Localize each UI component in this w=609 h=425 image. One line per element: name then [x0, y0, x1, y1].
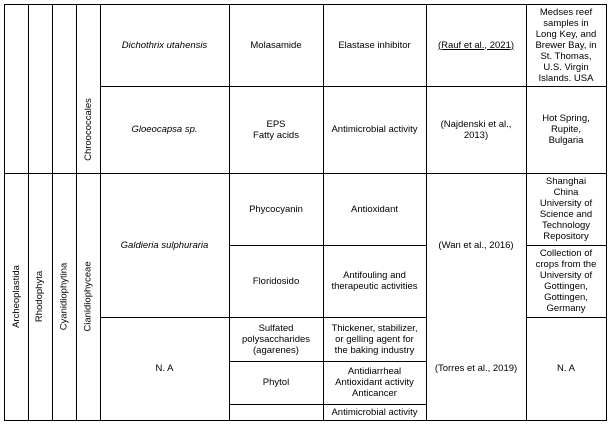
- kingdom-label: Archeoplastida: [10, 265, 22, 328]
- reference-text: (Najdenski et al., 2013): [440, 118, 512, 141]
- class-cell: [76, 173, 100, 420]
- subphylum-cell: [52, 173, 76, 420]
- activity-text: Antioxidant: [350, 203, 398, 215]
- compound-cell: [229, 317, 323, 361]
- reference-text: (Wan et al., 2016): [438, 239, 514, 251]
- reference-text: (Torres et al., 2019): [434, 363, 518, 374]
- species-cell: [100, 86, 229, 173]
- compound-name: EPS Fatty acids: [253, 118, 299, 141]
- species-cell: [100, 173, 229, 317]
- source-cell: [526, 173, 606, 245]
- activity-text: Antimicrobial activity: [331, 124, 418, 135]
- compound-cell: [229, 86, 323, 173]
- activity-text: Antidiarrheal Antioxidant activity Anticancer: [335, 366, 414, 399]
- compound-cell: [229, 361, 323, 404]
- species-name: Galdieria sulphuraria: [120, 239, 209, 251]
- species-name: N. A: [155, 363, 174, 374]
- source-cell: [526, 4, 606, 86]
- reference-link[interactable]: (Rauf et al., 2021): [437, 39, 515, 51]
- activity-cell: [323, 245, 426, 317]
- activity-cell: [323, 361, 426, 404]
- activity-cell: [323, 404, 426, 420]
- compound-cell: [229, 173, 323, 245]
- compound-name: Sulfated polysaccharides (agarenes): [241, 322, 311, 356]
- activity-cell: [323, 173, 426, 245]
- source-text: N. A: [557, 363, 575, 374]
- subphylum-label: Cyanidiophytina: [58, 262, 70, 331]
- order-cell: [76, 86, 100, 173]
- source-cell: [526, 245, 606, 317]
- compound-name: Phycocyanin: [249, 203, 303, 215]
- compound-cell: [229, 245, 323, 317]
- species-name: Gloeocapsa sp.: [131, 124, 198, 135]
- activity-cell: [323, 317, 426, 361]
- source-cell: [526, 86, 606, 173]
- compound-cell: [229, 4, 323, 86]
- phylum-cell: [28, 173, 52, 420]
- species-cell: [100, 4, 229, 86]
- reference-cell: [426, 173, 526, 317]
- reference-cell: [426, 86, 526, 173]
- reference-cell: [426, 4, 526, 86]
- compound-name: Floridosido: [252, 275, 300, 287]
- source-text: Collection of crops from the University of Gottingen, Gottingen, Germany: [535, 248, 597, 314]
- compound-name: Phytol: [262, 377, 290, 388]
- class-label: Cianidiophyceae: [82, 261, 94, 332]
- source-text: Shanghai China University of Science and Technology Repository: [539, 176, 593, 242]
- source-cell: [526, 317, 606, 420]
- activity-text: Antimicrobial activity: [331, 406, 418, 418]
- source-text: Medses reef samples in Long Key, and Brewer Bay, in St. Thomas, U.S. Virgin Islands. USA: [535, 6, 597, 84]
- table-border-right: [606, 4, 607, 421]
- kingdom-cell: [4, 173, 28, 420]
- reference-cell: [426, 317, 526, 420]
- activity-cell: [323, 86, 426, 173]
- phylum-label: Rhodophyta: [34, 270, 46, 323]
- order-label: Chroococcales: [82, 98, 94, 161]
- activity-text: Thickener, stabilizer, or gelling agent for the baking industry: [331, 322, 418, 356]
- species-cell: [100, 317, 229, 420]
- table-border-bottom: [4, 420, 606, 421]
- activity-text: Elastase inhibitor: [338, 39, 411, 51]
- activity-text: Antifouling and therapeutic activities: [331, 270, 418, 292]
- activity-cell: [323, 4, 426, 86]
- species-name: Dichothrix utahensis: [121, 39, 208, 51]
- source-text: Hot Spring, Rupite, Bulgaria: [542, 113, 590, 146]
- compound-name: Molasamide: [250, 39, 302, 51]
